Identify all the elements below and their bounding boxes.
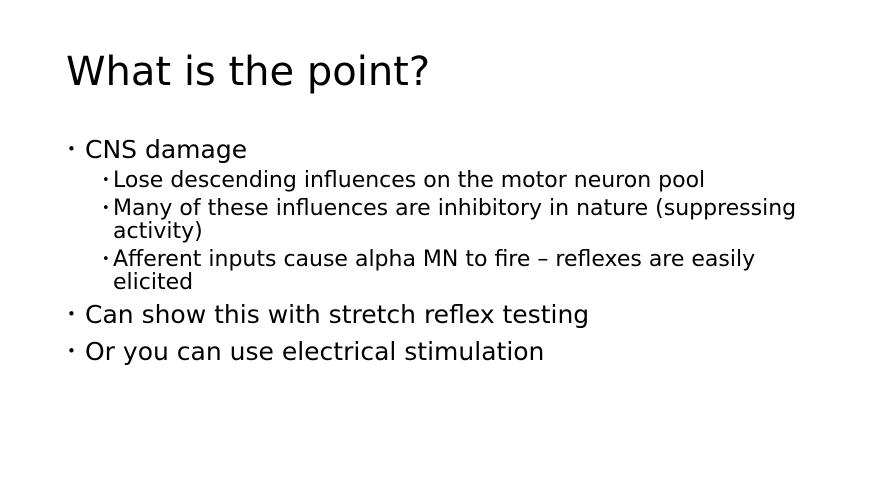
bullet-line: CNS damage (85, 135, 248, 164)
bullet-text (85, 299, 814, 330)
bullet-item (66, 336, 814, 367)
bullet-item (66, 134, 814, 165)
bullet-icon: • (102, 200, 110, 216)
bullet-icon: • (102, 251, 110, 267)
slide-title: What is the point? (66, 49, 431, 95)
bullet-icon: • (102, 173, 110, 188)
bullet-item (102, 197, 814, 244)
bullet-item (102, 169, 814, 193)
bullet-text (113, 197, 814, 244)
bullet-item (102, 248, 814, 295)
bullet-line: Can show this with stretch reflex testing (85, 299, 590, 329)
bullet-text (85, 336, 814, 367)
bullet-line: Many of these influences are inhibitory in nature (suppressing (113, 195, 797, 221)
bullet-item (66, 299, 814, 330)
bullet-icon: • (67, 342, 76, 360)
bullet-icon: • (67, 140, 76, 158)
bullet-line: Or you can use electrical stimulation (85, 337, 545, 366)
bullet-icon: • (67, 304, 76, 323)
bullet-line: elicited (113, 270, 194, 295)
bullet-line: Lose descending influences on the motor neuron pool (113, 168, 706, 193)
bullet-list (66, 134, 814, 367)
bullet-text (113, 169, 814, 193)
bullet-line: activity) (113, 219, 203, 244)
bullet-line: Afferent inputs cause alpha MN to fire – reflexes are easily (113, 246, 756, 272)
bullet-text (85, 134, 814, 165)
bullet-text (113, 248, 814, 295)
